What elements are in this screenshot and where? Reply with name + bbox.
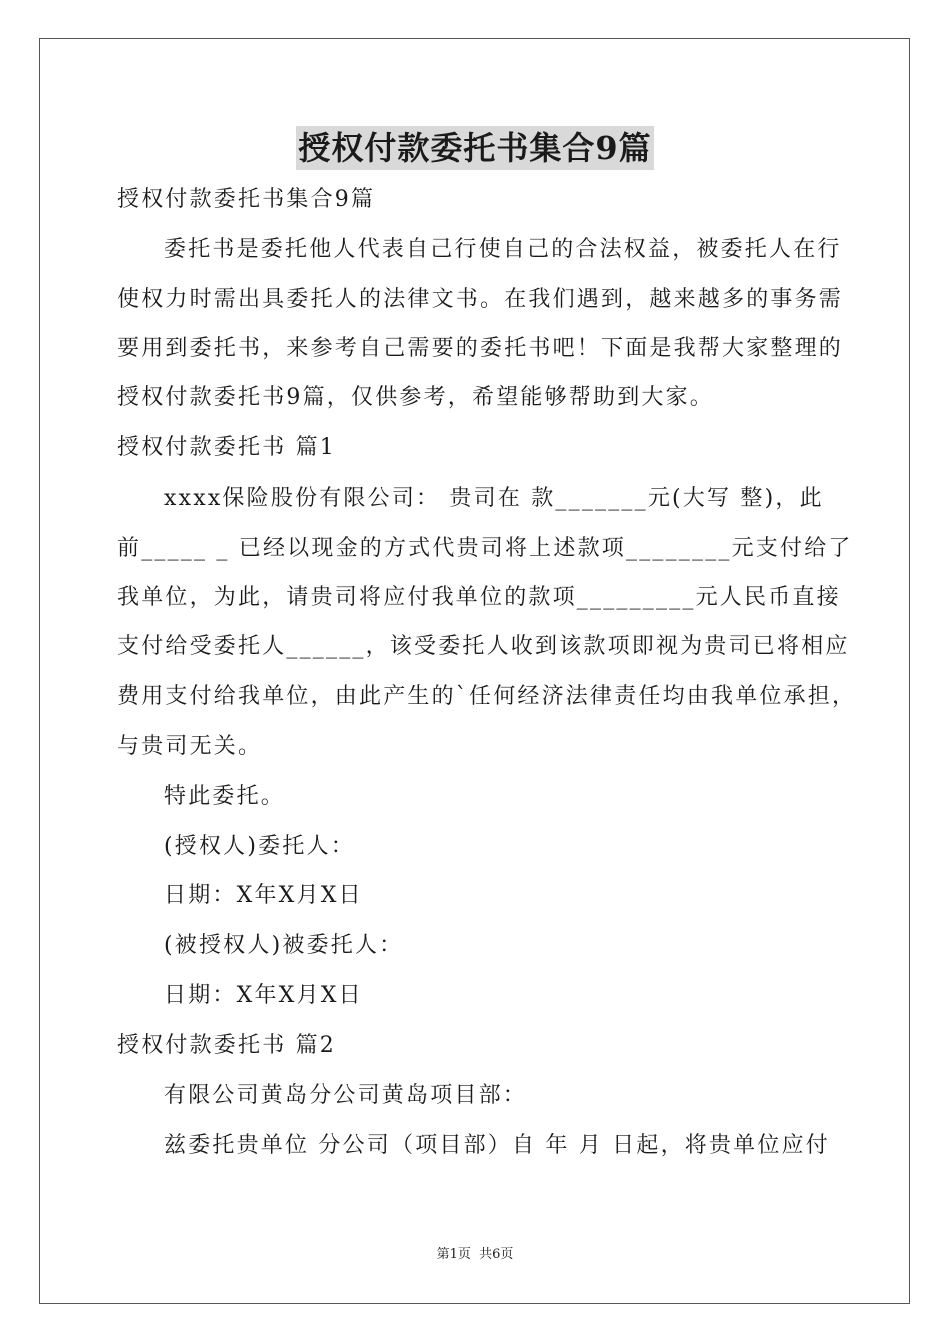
section-heading: 授权付款委托书 篇1	[117, 435, 336, 460]
body-line: 支付给受委托人______，该受委托人收到该款项即视为贵司已将相应	[117, 634, 850, 659]
intro-line: 使权力时需出具委托人的法律文书。在我们遇到，越来越多的事务需	[117, 287, 844, 312]
body-line: xxxx保险股份有限公司： 贵司在 款_______元(大写 整)，此	[164, 486, 824, 511]
body-line: 我单位，为此，请贵司将应付我单位的款项_________元人民币直接	[117, 585, 841, 610]
grantee-line: (被授权人)被委托人：	[164, 933, 404, 958]
intro-line: 委托书是委托他人代表自己行使自己的合法权益，被委托人在行	[164, 237, 842, 262]
body-line: 兹委托贵单位 分公司（项目部）自 年 月 日起，将贵单位应付	[164, 1133, 830, 1158]
document-title: 授权付款委托书集合9篇	[296, 126, 653, 170]
intro-line: 授权付款委托书9篇，仅供参考，希望能够帮助到大家。	[117, 385, 714, 410]
grantor-line: (授权人)委托人：	[164, 834, 355, 859]
page-footer: 第1页 共6页	[436, 1247, 514, 1262]
grantee-date: 日期：X年X月X日	[164, 983, 363, 1008]
document-subtitle: 授权付款委托书集合9篇	[117, 187, 376, 212]
intro-line: 要用到委托书，来参考自己需要的委托书吧！下面是我帮大家整理的	[117, 336, 844, 361]
closing-line: 特此委托。	[164, 784, 286, 809]
title-wrap	[0, 126, 950, 170]
body-line: 费用支付给我单位，由此产生的`任何经济法律责任均由我单位承担，	[117, 684, 857, 709]
section-heading: 授权付款委托书 篇2	[117, 1033, 336, 1058]
body-line: 前_____ _ 已经以现金的方式代贵司将上述款项________元支付给了	[117, 536, 853, 561]
page-border	[39, 38, 910, 1304]
grantor-date: 日期：X年X月X日	[164, 883, 363, 908]
addressee-line: 有限公司黄岛分公司黄岛项目部：	[164, 1083, 528, 1108]
body-line: 与贵司无关。	[117, 734, 263, 759]
